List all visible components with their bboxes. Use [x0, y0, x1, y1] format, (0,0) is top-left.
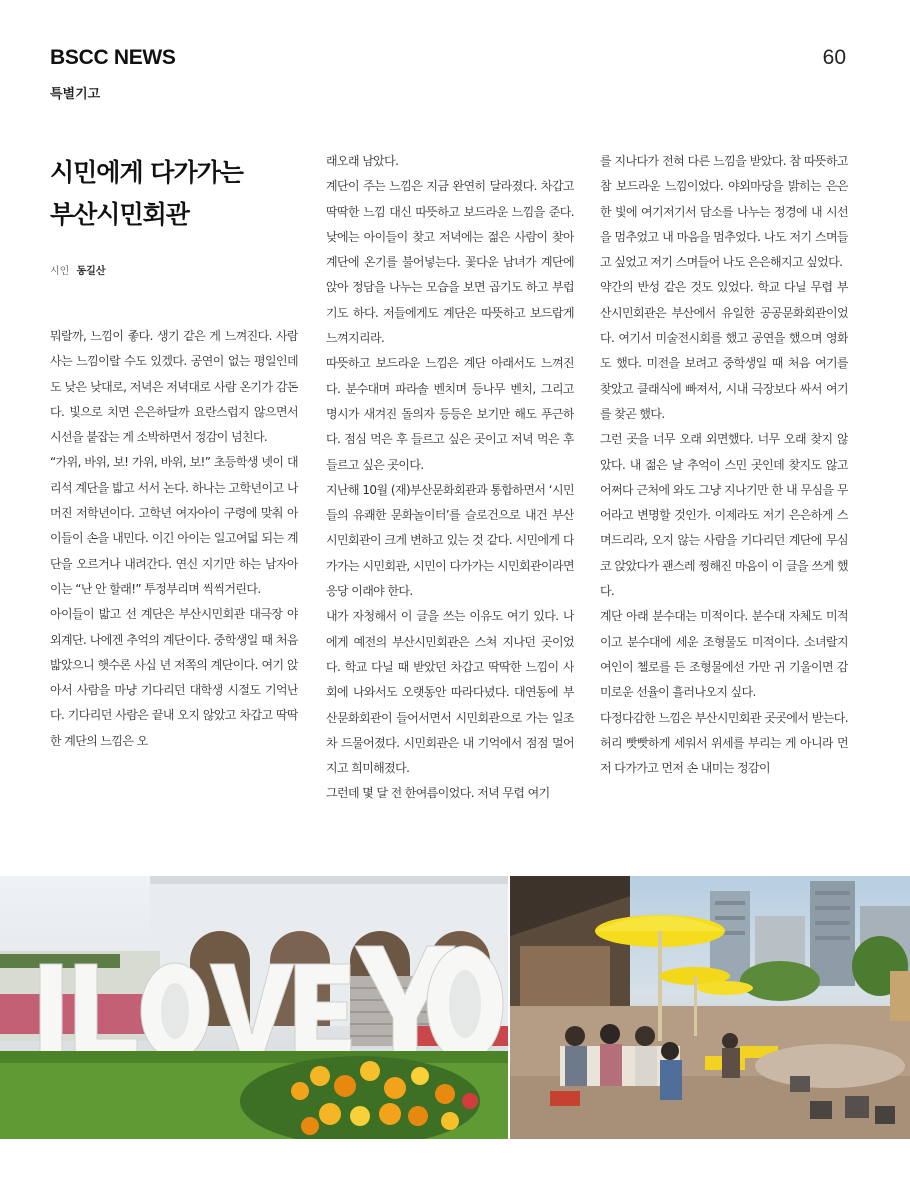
sculpture-scene	[0, 876, 508, 1139]
article-column-1	[50, 324, 298, 800]
photo-strip	[0, 876, 910, 1139]
paragraph: 따뜻하고 보드라운 느낌은 계단 아래서도 느껴진다. 분수대며 파라솔 벤치며 등나무 벤치, 그리고 명시가 새겨진 돌의자 등등은 보기만 해도 푸근하다. 점심 먹은 후 들르고 싶은 곳이고 저녁 먹은 후 들르고 싶은 곳이다.	[326, 356, 574, 472]
plaza-scene	[510, 876, 910, 1139]
brand-header: BSCC NEWS	[50, 46, 176, 69]
title-line: 부산시민회관	[50, 200, 189, 229]
paragraph: 지난해 10월 (재)부산문화회관과 통합하면서 ‘시민들의 유쾌한 문화놀이터’를 슬로건으로 내건 부산시민회관이 크게 변하고 있는 것 같다. 시민에게 다가가는 시민회관, 시민이 다가가는 시민회관이라면 응당 이래야 한다.	[326, 482, 574, 599]
byline	[50, 262, 106, 277]
paragraph: 내가 자청해서 이 글을 쓰는 이유도 여기 있다. 나에게 예전의 부산시민회관은 스쳐 지나던 곳이었다. 학교 다닐 때 받았던 차갑고 딱딱한 느낌이 사회에 나와서도 오랫동안 따라다녔다. 대연동에 부산문화회관이 들어서면서 시민회관으로 가는 일조차 드물어졌다. 시민회관은 내 기억에서 점점 멀어지고 희미해졌다.	[326, 609, 574, 776]
article-column-2	[326, 149, 574, 800]
article-title	[50, 152, 300, 236]
photo-plaza-parasols	[510, 876, 910, 1139]
paragraph: 계단 아래 분수대는 미적이다. 분수대 자체도 미적이고 분수대에 세운 조형물도 미적이다. 소녀랄지 여인이 첼로를 든 조형물에선 가만 귀 기울이면 감미로운 선율이 흘러나오지 싶다.	[600, 609, 848, 700]
paragraph: “가위, 바위, 보! 가위, 바위, 보!” 초등학생 넷이 대리석 계단을 밟고 서서 논다. 하나는 고학년이고 나머진 저학년이다. 고학년 여자아이 구령에 맞춰 아이들이 손을 내민다. 이긴 아이는 일고여덟 되는 계단을 오르거나 내려간다. 연신 지기만 하는 남자아이는 “난 안 할래!” 투정부리며 씩씩거린다.	[50, 455, 298, 596]
paragraph: 그런 곳을 너무 오래 외면했다. 너무 오래 찾지 않았다. 내 젊은 날 추억이 스민 곳인데 찾지도 않고 어쩌다 근처에 와도 그냥 지나기만 한 내 무심을 무어라고 변명할 것인가. 이제라도 저기 은은하게 스며드리라, 오지 않는 사람을 기다리던 계단에 무심코 앉았다가 괜스레 찡해진 마음이 이 글을 쓰게 했다.	[600, 432, 848, 599]
paragraph: 를 지나다가 전혀 다른 느낌을 받았다. 참 따뜻하고 참 보드라운 느낌이었다. 야외마당을 밝히는 은은한 빛에 여기저기서 담소를 나누는 정경에 내 시선을 멈추었고 내 마음을 멈추었다. 나도 저기 스며들고 싶었고 저기 스며들어 나도 은은해지고 싶었다.	[600, 154, 848, 270]
page-number: 60	[822, 46, 846, 69]
title-line: 시민에게 다가가는	[50, 158, 243, 187]
paragraph: 래오래 남았다.	[326, 154, 399, 168]
paragraph: 계단이 주는 느낌은 지금 완연히 달라졌다. 차갑고 딱딱한 느낌 대신 따뜻하고 보드라운 느낌을 준다. 낮에는 아이들이 찾고 저녁에는 젊은 사람이 찾아 계단에 온기를 불어넣는다. 꽃다운 남녀가 계단에 앉아 정담을 나누는 모습을 보면 곱기도 하고 부럽기도 하다. 저들에게도 계단은 따뜻하고 보드랍게 느껴지리라.	[326, 179, 574, 346]
paragraph: 뭐랄까, 느낌이 좋다. 생기 같은 게 느껴진다. 사람 사는 느낌이랄 수도 있겠다. 공연이 없는 평일인데도 낮은 낮대로, 저녁은 저녁대로 사람 온기가 감돈다. 빛으로 치면 은은하달까 요란스럽지 않으면서 시선을 붙잡는 게 소박하면서 정감이 넘친다.	[50, 329, 298, 445]
paragraph: 약간의 반성 같은 것도 있었다. 학교 다닐 무렵 부산시민회관은 부산에서 유일한 공공문화회관이었다. 여기서 미술전시회를 했고 공연을 했으며 영화도 했다. 미전을 보려고 중학생일 때 처음 여기를 찾았고 클래식에 빠져서, 시내 극장보다 싸서 여기를 찾곤 했다.	[600, 280, 848, 421]
paragraph: 그런데 몇 달 전 한여름이었다. 저녁 무렵 여기	[326, 786, 550, 800]
paragraph: 아이들이 밟고 선 계단은 부산시민회관 대극장 야외계단. 나에겐 추억의 계단이다. 중학생일 때 처음 밟았으니 햇수론 사십 년 저쪽의 계단이다. 여기 앉아서 사람을 마냥 기다리던 대학생 시절도 기억난다. 기다리던 사람은 끝내 오지 않았고 차갑고 딱딱한 계단의 느낌은 오	[50, 607, 298, 748]
byline-role: 시인	[50, 266, 70, 277]
article-column-3	[600, 149, 848, 800]
photo-love-sculpture	[0, 876, 508, 1139]
section-label: 특별기고	[50, 87, 101, 102]
byline-author: 동길산	[76, 266, 106, 277]
paragraph: 다정다감한 느낌은 부산시민회관 곳곳에서 받는다. 허리 빳빳하게 세워서 위세를 부리는 게 아니라 먼저 다가가고 먼저 손 내미는 정감이	[600, 710, 848, 776]
